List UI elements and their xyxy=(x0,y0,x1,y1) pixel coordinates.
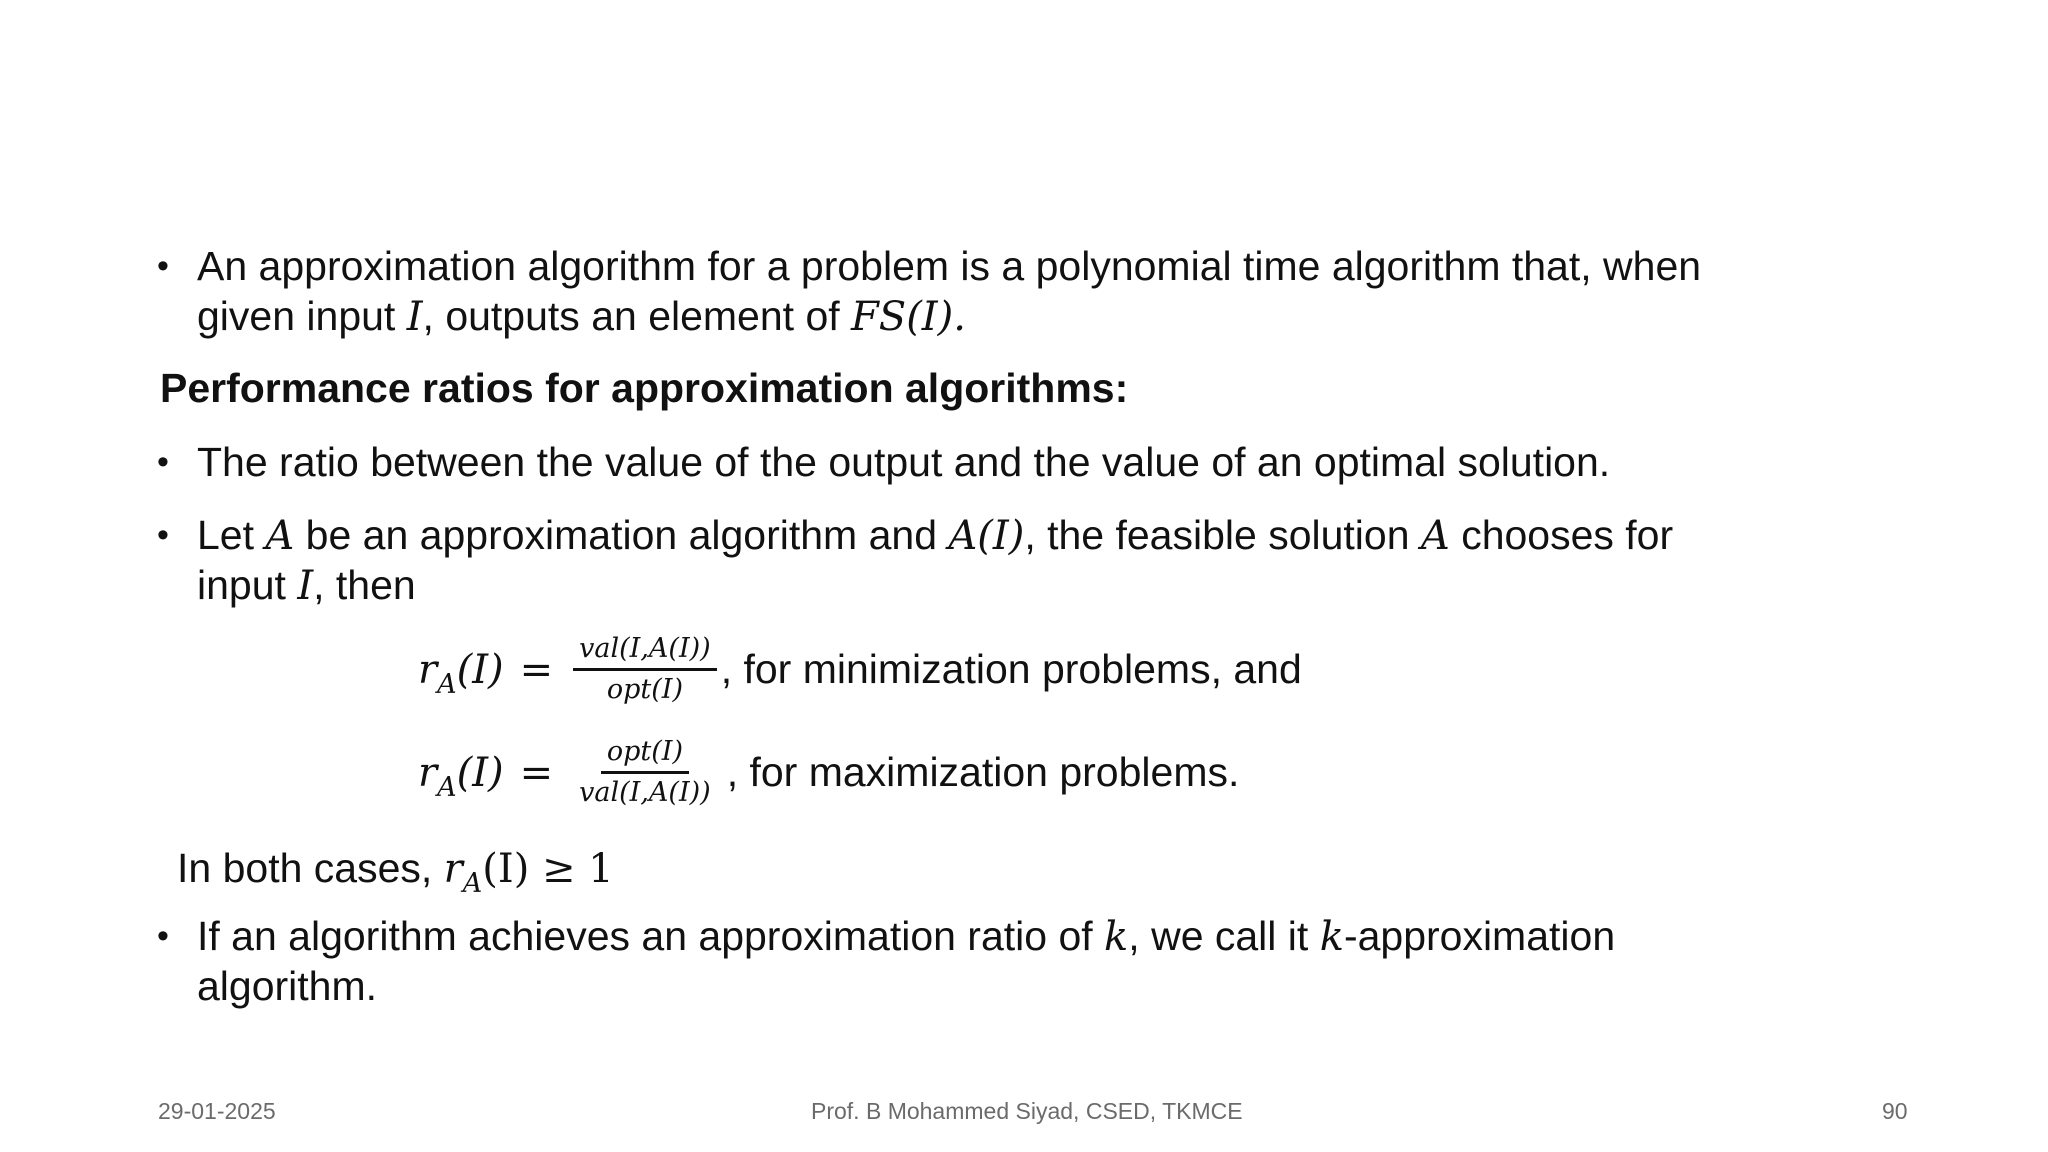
math-inequality: (I) ≥ 1 xyxy=(482,846,614,892)
equals-sign: = xyxy=(519,646,554,693)
math-var-k: k xyxy=(1319,914,1344,960)
math-var-A: A xyxy=(1420,513,1450,559)
math-subscript-A: A xyxy=(462,868,483,899)
bullet-4-line-1 xyxy=(197,910,1615,963)
both-cases-line xyxy=(177,842,614,900)
math-subscript-A: A xyxy=(437,771,457,803)
formula-minimization xyxy=(418,632,1302,707)
math-FS-I: FS(I). xyxy=(851,294,966,340)
formula-tail-text: , for minimization problems, and xyxy=(720,646,1302,692)
text: , then xyxy=(313,562,416,608)
math-r: r xyxy=(418,749,438,796)
fraction-denominator: val(I,A(I)) xyxy=(579,777,711,808)
text: given input xyxy=(197,293,407,339)
bullet-marker: • xyxy=(157,917,169,955)
fraction-numerator: val(I,A(I)) xyxy=(573,632,717,671)
formula-lhs xyxy=(418,749,504,803)
bullet-3-line-1 xyxy=(197,509,1673,562)
section-heading: Performance ratios for approximation algorithms: xyxy=(160,365,1129,411)
text: , outputs an element of xyxy=(422,293,852,339)
text: , we call it xyxy=(1128,913,1320,959)
math-A-of-I: A(I) xyxy=(948,513,1025,559)
math-arg-I: (I) xyxy=(456,749,504,796)
text: -approximation xyxy=(1343,913,1616,959)
math-var-I: I xyxy=(406,294,423,340)
bullet-marker: • xyxy=(157,443,169,481)
bullet-2-text: The ratio between the value of the output and the value of an optimal solution. xyxy=(197,439,1611,485)
footer-page-number: 90 xyxy=(1882,1098,1908,1124)
bullet-3-line-2 xyxy=(197,559,416,612)
formula-lhs xyxy=(418,646,504,700)
formula-tail-text: , for maximization problems. xyxy=(726,749,1240,795)
math-var-A: A xyxy=(265,513,295,559)
math-subscript-A: A xyxy=(437,668,457,700)
text: input xyxy=(197,562,298,608)
footer-date: 29-01-2025 xyxy=(158,1098,276,1124)
fraction xyxy=(573,632,717,707)
fraction-numerator: opt(I) xyxy=(601,735,689,774)
bullet-1-line-2 xyxy=(197,290,966,343)
fraction-denominator: opt(I) xyxy=(606,674,683,705)
fraction xyxy=(573,735,717,810)
text: chooses for xyxy=(1449,512,1674,558)
equals-sign: = xyxy=(519,749,554,796)
bullet-1-line-1: An approximation algorithm for a problem is a polynomial time algorithm that, when xyxy=(197,243,1702,289)
bullet-marker: • xyxy=(157,516,169,554)
text: Let xyxy=(197,512,266,558)
bullet-marker: • xyxy=(157,247,169,285)
math-arg-I: (I) xyxy=(456,646,504,693)
text: be an approximation algorithm and xyxy=(294,512,949,558)
text: If an algorithm achieves an approximation ratio of xyxy=(197,913,1105,959)
bullet-4-line-2: algorithm. xyxy=(197,963,378,1009)
math-var-I: I xyxy=(297,563,314,609)
math-var-k: k xyxy=(1104,914,1129,960)
formula-maximization xyxy=(418,735,1239,810)
text: , the feasible solution xyxy=(1024,512,1421,558)
text: In both cases, xyxy=(177,845,444,891)
math-r: r xyxy=(418,646,438,693)
math-r: r xyxy=(443,846,463,892)
footer-author: Prof. B Mohammed Siyad, CSED, TKMCE xyxy=(811,1098,1243,1124)
